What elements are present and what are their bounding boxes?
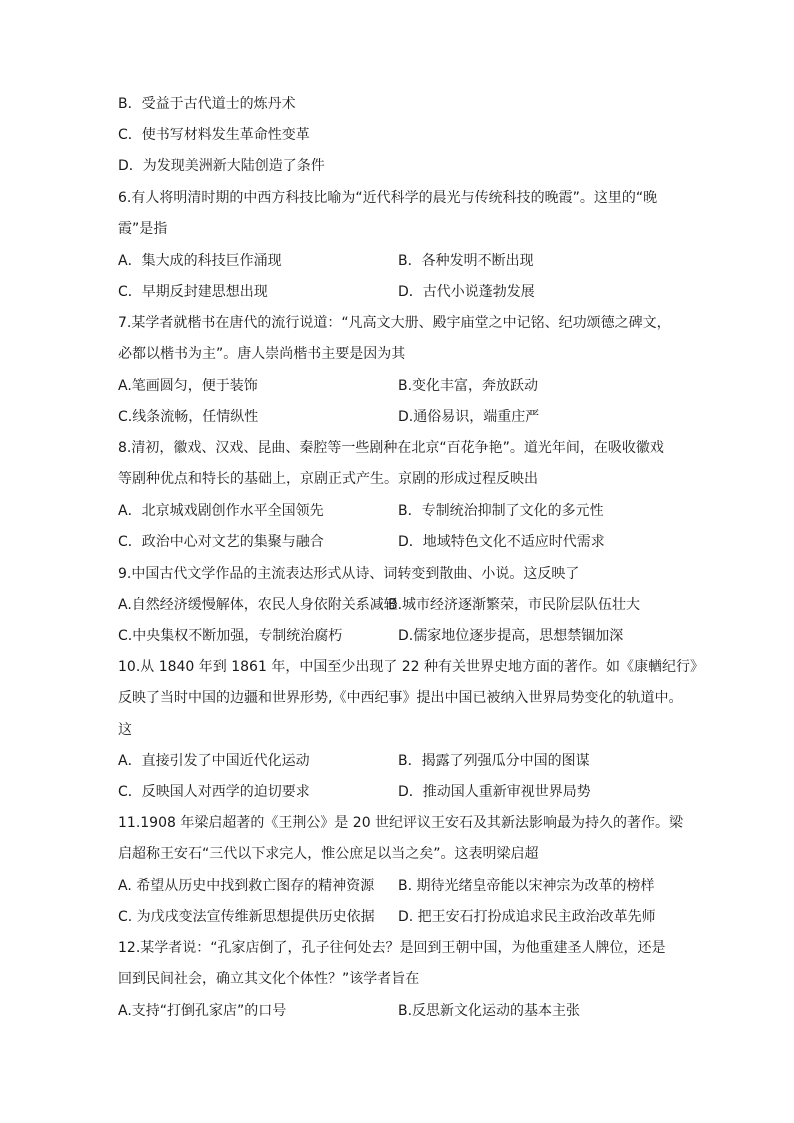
option-b: B.城市经济逐渐繁荣，市民阶层队伍壮大 <box>388 597 641 613</box>
option-a: A．北京城戏剧创作水平全国领先 <box>118 503 324 519</box>
option-b: D.儒家地位逐步提高，思想禁锢加深 <box>398 628 624 644</box>
text-line: 6.有人将明清时期的中西方科技比喻为“近代科学的晨光与传统科技的晚霞”。这里的“晚 <box>118 190 658 206</box>
text-line: 10.从 1840 年到 1861 年，中国至少出现了 22 种有关世界史地方面的著作。如《康輶纪行》 <box>118 659 705 675</box>
option-a: C.中央集权不断加强，专制统治腐朽 <box>118 628 343 644</box>
option-a: C．早期反封建思想出现 <box>118 284 268 300</box>
option-b: B．揭露了列强瓜分中国的图谋 <box>398 753 590 769</box>
text-line: 11.1908 年梁启超著的《王荆公》是 20 世纪评议王安石及其新法影响最为持久的著作。梁 <box>118 815 684 831</box>
option-a: C. 为戊戌变法宣传维新思想提供历史依据 <box>118 909 375 925</box>
text-line: 7.某学者就楷书在唐代的流行说道：“凡高文大册、殿宇庙堂之中记铭、纪功颂德之碑文， <box>118 315 671 331</box>
option-b: B.反思新文化运动的基本主张 <box>398 1003 581 1019</box>
option-a: C．政治中心对文艺的集聚与融合 <box>118 534 324 550</box>
text-line: 这 <box>118 722 132 738</box>
option-a: A. 希望从历史中找到救亡图存的精神资源 <box>118 878 375 894</box>
text-line: 霞”是指 <box>118 221 168 237</box>
option-b: D．推动国人重新审视世界局势 <box>398 784 591 800</box>
option-b: B.变化丰富，奔放跃动 <box>398 378 539 394</box>
option-b: B．各种发明不断出现 <box>398 253 534 269</box>
option-a: A．集大成的科技巨作涌现 <box>118 253 282 269</box>
text-line: 必都以楷书为主”。唐人崇尚楷书主要是因为其 <box>118 346 406 362</box>
option-a: A.自然经济缓慢解体，农民人身依附关系减轻 <box>118 597 398 613</box>
text-line: 12.某学者说：“孔家店倒了，孔子往何处去？是回到王朝中国，为他重建圣人牌位，还是 <box>118 940 666 956</box>
option-b: D．古代小说蓬勃发展 <box>398 284 535 300</box>
option-b: D. 把王安石打扮成追求民主政治改革先师 <box>398 909 656 925</box>
text-line: 等剧种优点和特长的基础上，京剧正式产生。京剧的形成过程反映出 <box>118 471 538 487</box>
text-line: B．受益于古代道士的炼丹术 <box>118 96 296 112</box>
option-a: A.支持“打倒孔家店”的口号 <box>118 1003 287 1019</box>
option-a: A．直接引发了中国近代化运动 <box>118 753 310 769</box>
text-line: 回到民间社会，确立其文化个体性？”该学者旨在 <box>118 971 420 987</box>
option-a: C．反映国人对西学的迫切要求 <box>118 784 310 800</box>
text-line: 8.清初，徽戏、汉戏、昆曲、秦腔等一些剧种在北京“百花争艳”。道光年间，在吸收徽戏 <box>118 440 664 456</box>
option-b: D．地域特色文化不适应时代需求 <box>398 534 605 550</box>
text-line: C．使书写材料发生革命性变革 <box>118 127 310 143</box>
option-a: C.线条流畅，任情纵性 <box>118 409 259 425</box>
option-b: D.通俗易识，端重庄严 <box>398 409 540 425</box>
option-b: B. 期待光绪皇帝能以宋神宗为改革的榜样 <box>398 878 655 894</box>
text-line: 启超称王安石“三代以下求完人，惟公庶足以当之矣”。这表明梁启超 <box>118 846 539 862</box>
text-line: D．为发现美洲新大陆创造了条件 <box>118 158 325 174</box>
option-b: B．专制统治抑制了文化的多元性 <box>398 503 604 519</box>
text-line: 9.中国古代文学作品的主流表达形式从诗、词转变到散曲、小说。这反映了 <box>118 566 580 582</box>
text-line: 反映了当时中国的边疆和世界形势,《中西纪事》提出中国已被纳入世界局势变化的轨道中。 <box>118 690 683 706</box>
option-a: A.笔画圆匀，便于装饰 <box>118 378 258 394</box>
